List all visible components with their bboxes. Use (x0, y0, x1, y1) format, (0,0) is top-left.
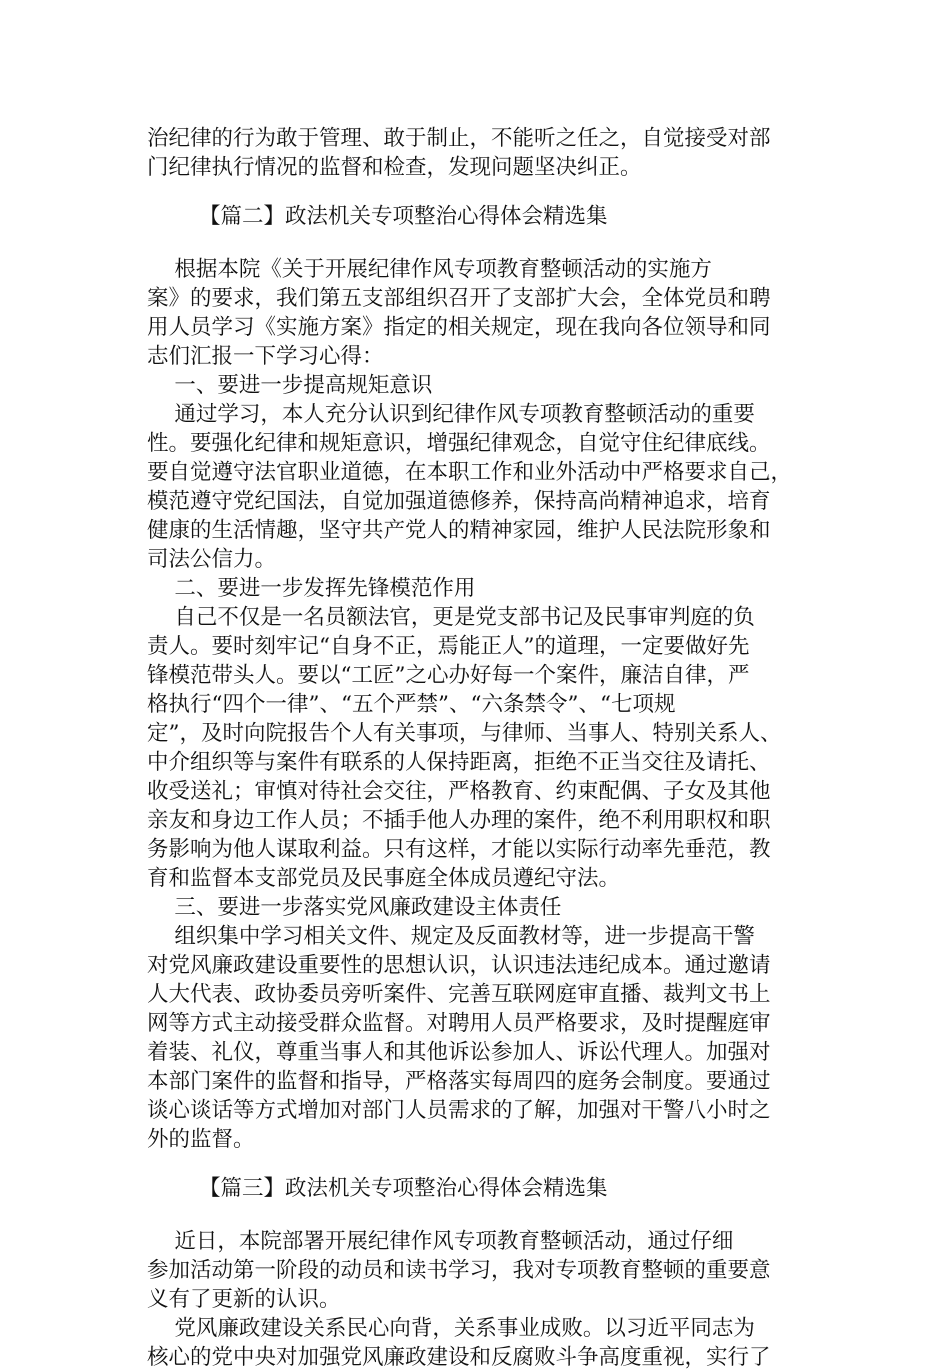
text-line: 案》的要求，我们第五支部组织召开了支部扩大会，全体党员和聘 (147, 286, 771, 311)
text-line: 务影响为他人谋取利益。只有这样，才能以实际行动率先垂范，教 (147, 837, 771, 862)
text-line: 门纪律执行情况的监督和检查，发现问题坚决纠正。 (147, 155, 642, 180)
text-line: 对党风廉政建设重要性的思想认识，认识违法违纪成本。通过邀请 (147, 953, 771, 978)
text-line: 义有了更新的认识。 (147, 1287, 341, 1312)
text-line: 通过学习，本人充分认识到纪律作风专项教育整顿活动的重要 (147, 402, 755, 427)
subheading: 三、要进一步落实党风廉政建设主体责任 (147, 895, 562, 920)
section3-lead-paragraph (147, 1227, 812, 1314)
text-line: 根据本院《关于开展纪律作风专项教育整顿活动的实施方 (147, 257, 712, 282)
text-line: 用人员学习《实施方案》指定的相关规定，现在我向各位领导和同 (147, 315, 771, 340)
text-line: 着装、礼仪，尊重当事人和其他诉讼参加人、诉讼代理人。加强对 (147, 1040, 771, 1065)
text-line: 模范遵守党纪国法，自觉加强道德修养，保持高尚精神追求，培育 (147, 489, 771, 514)
section-title: 【篇三】政法机关专项整治心得体会精选集 (199, 1176, 608, 1201)
point3-paragraph (147, 922, 812, 1154)
point2-title (147, 574, 812, 603)
text-line: 谈心谈话等方式增加对部门人员需求的了解，加强对干警八小时之 (147, 1098, 771, 1123)
text-line: 近日，本院部署开展纪律作风专项教育整顿活动，通过仔细 (147, 1229, 734, 1254)
subheading: 二、要进一步发挥先锋模范作用 (147, 576, 476, 601)
text-line: 要自觉遵守法官职业道德，在本职工作和业外活动中严格要求自己， (147, 460, 793, 485)
text-line: 锋模范带头人。要以“工匠”之心办好每一个案件，廉洁自律，严 (147, 663, 750, 688)
text-line: 定”，及时向院报告个人有关事项，与律师、当事人、特别关系人、 (147, 721, 782, 746)
text-line: 志们汇报一下学习心得： (147, 344, 384, 369)
text-line: 亲友和身边工作人员；不插手他人办理的案件，绝不利用职权和职 (147, 808, 771, 833)
text-line: 本部门案件的监督和指导，严格落实每周四的庭务会制度。要通过 (147, 1069, 771, 1094)
intro-paragraph (147, 124, 812, 182)
text-line: 人大代表、政协委员旁听案件、完善互联网庭审直播、裁判文书上 (147, 982, 771, 1007)
text-line: 收受送礼；审慎对待社会交往，严格教育、约束配偶、子女及其他 (147, 779, 771, 804)
text-line: 责人。要时刻牢记“自身不正，焉能正人”的道理，一定要做好先 (147, 634, 750, 659)
text-line: 自己不仅是一名员额法官，更是党支部书记及民事审判庭的负 (147, 605, 755, 630)
point1-title (147, 371, 812, 400)
text-line: 健康的生活情趣，坚守共产党人的精神家园，维护人民法院形象和 (147, 518, 771, 543)
point1-paragraph (147, 400, 812, 574)
point2-paragraph (147, 603, 812, 893)
point3-title (147, 893, 812, 922)
text-line: 中介组织等与案件有联系的人保持距离，拒绝不正当交往及请托、 (147, 750, 771, 775)
subheading: 一、要进一步提高规矩意识 (147, 373, 433, 398)
section2-lead-paragraph (147, 255, 812, 371)
text-line: 性。要强化纪律和规矩意识，增强纪律观念，自觉守住纪律底线。 (147, 431, 771, 456)
text-line: 治纪律的行为敢于管理、敢于制止，不能听之任之，自觉接受对部 (147, 126, 771, 151)
text-line: 组织集中学习相关文件、规定及反面教材等，进一步提高干警 (147, 924, 755, 949)
document-page (147, 124, 812, 1372)
section2-heading (147, 202, 812, 231)
text-line: 格执行“四个一律”、“五个严禁”、“六条禁令”、“七项规 (147, 692, 676, 717)
text-line: 司法公信力。 (147, 547, 277, 572)
text-line: 网等方式主动接受群众监督。对聘用人员严格要求，及时提醒庭审 (147, 1011, 771, 1036)
section3-paragraph-2 (147, 1314, 812, 1372)
text-line: 核心的党中央对加强党风廉政建设和反腐败斗争高度重视，实行了 (147, 1345, 771, 1370)
section-title: 【篇二】政法机关专项整治心得体会精选集 (199, 204, 608, 229)
text-line: 育和监督本支部党员及民事庭全体成员遵纪守法。 (147, 866, 621, 891)
text-line: 党风廉政建设关系民心向背，关系事业成败。以习近平同志为 (147, 1316, 755, 1341)
text-line: 外的监督。 (147, 1127, 255, 1152)
text-line: 参加活动第一阶段的动员和读书学习，我对专项教育整顿的重要意 (147, 1258, 771, 1283)
section3-heading (147, 1174, 812, 1203)
